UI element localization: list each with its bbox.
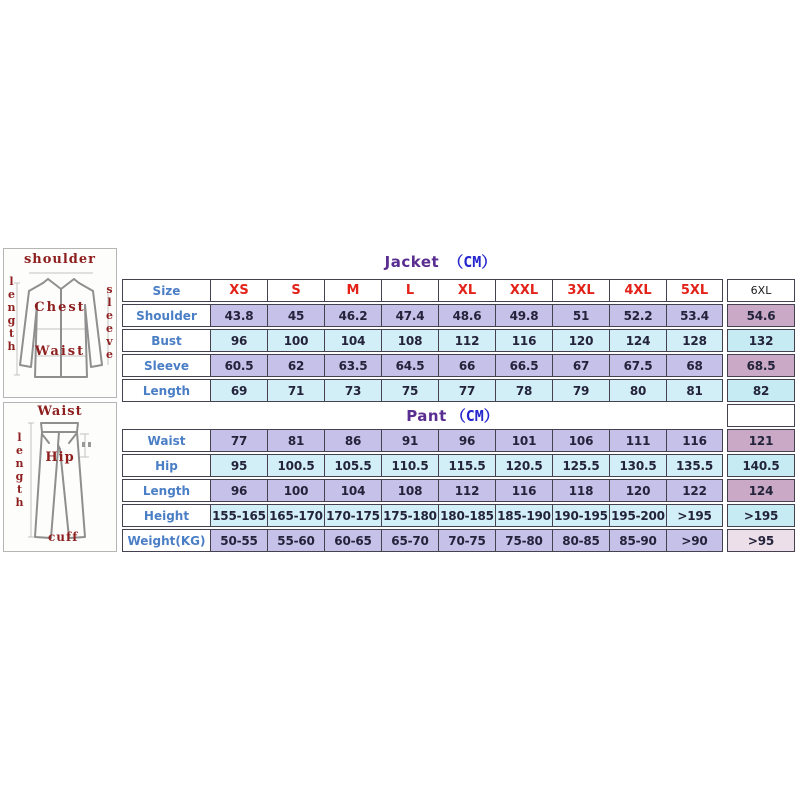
size-header-row: [122, 279, 723, 302]
size-cell: 77: [438, 379, 495, 402]
jacket-table-title: [122, 249, 723, 275]
size-cell: 86: [324, 429, 381, 452]
size-cell: 100: [267, 329, 324, 352]
size-header-cell: 5XL: [666, 279, 723, 302]
size-cell: 180-185: [438, 504, 495, 527]
table-row: [727, 479, 795, 502]
size-header-cell: 4XL: [609, 279, 666, 302]
pant-hip-label: Hip: [45, 450, 75, 465]
size-column-header: Size: [122, 279, 210, 302]
pant-measurement-diagram: [3, 402, 117, 552]
size-header-cell: XL: [438, 279, 495, 302]
row-label: Sleeve: [122, 354, 210, 377]
row-label: Shoulder: [122, 304, 210, 327]
size-cell-6xl: 68.5: [727, 354, 795, 377]
table-row: [122, 454, 723, 477]
size-cell: 43.8: [210, 304, 267, 327]
size-cell-6xl: 124: [727, 479, 795, 502]
size-header-cell: XS: [210, 279, 267, 302]
row-label: Weight(KG): [122, 529, 210, 552]
size-cell: 124: [609, 329, 666, 352]
size-cell: >90: [666, 529, 723, 552]
size-header-cell: M: [324, 279, 381, 302]
size-cell: 60.5: [210, 354, 267, 377]
size-cell: 96: [438, 429, 495, 452]
size-cell: 75-80: [495, 529, 552, 552]
pant-title-row: [122, 404, 723, 427]
table-row: [727, 454, 795, 477]
size-cell: 80: [609, 379, 666, 402]
size-cell: 165-170: [267, 504, 324, 527]
size-cell: 118: [552, 479, 609, 502]
size-header-cell-6xl: 6XL: [727, 279, 795, 302]
size-cell-6xl: >95: [727, 529, 795, 552]
size-cell: 104: [324, 329, 381, 352]
size-cell: 91: [381, 429, 438, 452]
size-cell: 79: [552, 379, 609, 402]
size-cell: 116: [495, 479, 552, 502]
size-cell: 96: [210, 479, 267, 502]
size-header-cell: XXL: [495, 279, 552, 302]
extra-header-row: [727, 279, 795, 302]
row-label: Length: [122, 379, 210, 402]
size-cell: 67: [552, 354, 609, 377]
size-cell: 64.5: [381, 354, 438, 377]
size-cell: 115.5: [438, 454, 495, 477]
size-cell: 75: [381, 379, 438, 402]
table-row: [727, 429, 795, 452]
size-cell: 71: [267, 379, 324, 402]
table-row: [727, 354, 795, 377]
row-label: Length: [122, 479, 210, 502]
size-header-cell: S: [267, 279, 324, 302]
size-cell: 155-165: [210, 504, 267, 527]
size-cell: >195: [666, 504, 723, 527]
size-cell: 50-55: [210, 529, 267, 552]
size-cell: 68: [666, 354, 723, 377]
size-cell: 65-70: [381, 529, 438, 552]
size-cell: 81: [267, 429, 324, 452]
jacket-title-text: Jacket: [384, 253, 440, 271]
size-cell: 108: [381, 329, 438, 352]
size-cell: 60-65: [324, 529, 381, 552]
size-cell: 122: [666, 479, 723, 502]
pant-waist-label: Waist: [37, 404, 83, 419]
table-row: [122, 304, 723, 327]
size-cell: 85-90: [609, 529, 666, 552]
size-cell-6xl: 132: [727, 329, 795, 352]
size-cell: 52.2: [609, 304, 666, 327]
pant-title-text: Pant: [406, 407, 447, 425]
table-row: [727, 379, 795, 402]
size-cell-6xl: 82: [727, 379, 795, 402]
size-cell: 96: [210, 329, 267, 352]
size-cell-6xl: 54.6: [727, 304, 795, 327]
size-cell: 77: [210, 429, 267, 452]
size-cell: 81: [666, 379, 723, 402]
size-cell: 116: [495, 329, 552, 352]
size-cell: 48.6: [438, 304, 495, 327]
size-cell: 62: [267, 354, 324, 377]
size-cell: 55-60: [267, 529, 324, 552]
size-cell: 45: [267, 304, 324, 327]
size-cell: 78: [495, 379, 552, 402]
jacket-length-label: length: [5, 275, 18, 353]
size-cell: 108: [381, 479, 438, 502]
size-cell: 116: [666, 429, 723, 452]
size-cell: 112: [438, 479, 495, 502]
size-cell: 70-75: [438, 529, 495, 552]
jacket-sleeve-label: sleeve: [103, 283, 116, 361]
jacket-title-unit: （CM）: [448, 253, 497, 271]
size-cell: 128: [666, 329, 723, 352]
size-cell-6xl: 121: [727, 429, 795, 452]
size-cell: 110.5: [381, 454, 438, 477]
jacket-waist-label: Waist: [34, 344, 86, 359]
row-label: Bust: [122, 329, 210, 352]
size-cell: 101: [495, 429, 552, 452]
table-row: [122, 329, 723, 352]
jacket-outline-drawing: [4, 249, 118, 399]
size-cell: 53.4: [666, 304, 723, 327]
size-cell-6xl: 140.5: [727, 454, 795, 477]
size-header-cell: 3XL: [552, 279, 609, 302]
size-cell: 106: [552, 429, 609, 452]
size-cell: 111: [609, 429, 666, 452]
size-cell: 185-190: [495, 504, 552, 527]
table-row: [122, 354, 723, 377]
size-cell: 100: [267, 479, 324, 502]
row-label: Height: [122, 504, 210, 527]
size-cell: 190-195: [552, 504, 609, 527]
table-row: [122, 529, 723, 552]
table-row: [727, 504, 795, 527]
size-cell: 46.2: [324, 304, 381, 327]
size-cell: 125.5: [552, 454, 609, 477]
table-row: [122, 479, 723, 502]
jacket-chest-label: Chest: [34, 300, 86, 315]
size-cell: 175-180: [381, 504, 438, 527]
table-row: [122, 379, 723, 402]
size-cell: 120: [609, 479, 666, 502]
size-cell: 73: [324, 379, 381, 402]
size-cell: 195-200: [609, 504, 666, 527]
row-label: Hip: [122, 454, 210, 477]
spacer-row: [727, 404, 795, 427]
size-cell-6xl: >195: [727, 504, 795, 527]
table-row: [122, 429, 723, 452]
size-cell: 100.5: [267, 454, 324, 477]
size-header-cell: L: [381, 279, 438, 302]
size-cell: 120.5: [495, 454, 552, 477]
size-cell: 104: [324, 479, 381, 502]
size-cell: 105.5: [324, 454, 381, 477]
pant-length-label: length: [13, 431, 26, 509]
size-cell: 130.5: [609, 454, 666, 477]
size-cell: 49.8: [495, 304, 552, 327]
size-cell: 66: [438, 354, 495, 377]
size-cell: 66.5: [495, 354, 552, 377]
size-cell: 69: [210, 379, 267, 402]
size-cell: 112: [438, 329, 495, 352]
size-table-6xl-column: [727, 277, 795, 554]
size-cell: 80-85: [552, 529, 609, 552]
spacer-cell: [727, 404, 795, 427]
size-cell: 47.4: [381, 304, 438, 327]
table-row: [727, 304, 795, 327]
pant-table-title: [122, 404, 723, 427]
size-table: [122, 277, 723, 554]
size-cell: 120: [552, 329, 609, 352]
size-cell: 67.5: [609, 354, 666, 377]
pant-title-unit: （CM）: [450, 407, 499, 425]
table-row: [122, 504, 723, 527]
jacket-measurement-diagram: [3, 248, 117, 398]
table-row: [727, 529, 795, 552]
size-cell: 95: [210, 454, 267, 477]
size-cell: 63.5: [324, 354, 381, 377]
size-cell: 51: [552, 304, 609, 327]
jacket-shoulder-label: shoulder: [23, 252, 97, 267]
row-label: Waist: [122, 429, 210, 452]
size-cell: 170-175: [324, 504, 381, 527]
pant-cuff-label: cuff: [48, 530, 79, 544]
table-row: [727, 329, 795, 352]
size-cell: 135.5: [666, 454, 723, 477]
